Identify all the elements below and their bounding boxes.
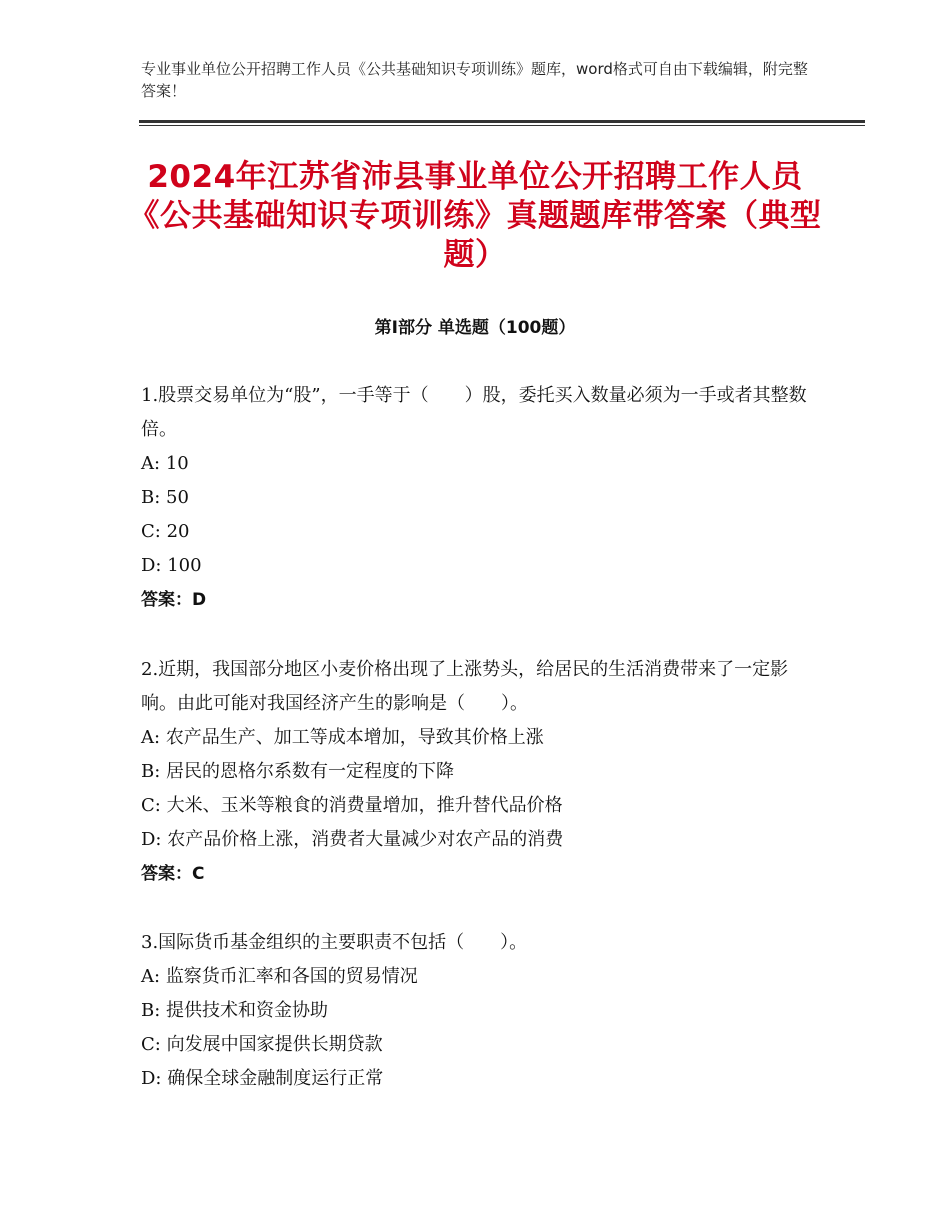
option-text: 确保全球金融制度运行正常 [167, 1068, 384, 1089]
question-2 [141, 653, 821, 891]
option-d [141, 823, 821, 857]
option-a [141, 721, 821, 755]
question-3 [141, 926, 821, 1096]
question-stem: 1.股票交易单位为“股”，一手等于（ ）股，委托买入数量必须为一手或者其整数倍。 [141, 385, 807, 440]
option-text: 20 [166, 521, 190, 542]
option-c [141, 1028, 821, 1062]
question-stem: 3.国际货币基金组织的主要职责不包括（ ）。 [141, 932, 528, 953]
option-text: 提供技术和资金协助 [166, 1000, 329, 1021]
option-text: 10 [165, 453, 189, 474]
option-letter: B: [141, 761, 161, 782]
option-text: 向发展中国家提供长期贷款 [166, 1034, 383, 1055]
option-letter: C: [141, 1034, 161, 1055]
option-letter: B: [141, 487, 161, 508]
header-note: 专业事业单位公开招聘工作人员《公共基础知识专项训练》题库，word格式可自由下载编辑，附完整答案！ [141, 60, 808, 100]
document-title: 2024年江苏省沛县事业单位公开招聘工作人员《公共基础知识专项训练》真题题库带答案（典型题） [128, 159, 822, 273]
option-text: 50 [166, 487, 189, 508]
option-text: 农产品生产、加工等成本增加，导致其价格上涨 [165, 727, 544, 748]
question-1 [141, 379, 821, 617]
option-letter: A: [141, 966, 161, 987]
answer: 答案：D [141, 590, 207, 610]
option-a [141, 960, 821, 994]
option-b [141, 994, 821, 1028]
option-d [141, 549, 821, 583]
option-letter: D: [141, 829, 162, 850]
section-heading: 第Ⅰ部分 单选题（100题） [374, 318, 576, 338]
header-divider-thin [139, 125, 865, 126]
option-letter: A: [141, 727, 161, 748]
option-letter: B: [141, 1000, 161, 1021]
option-text: 大米、玉米等粮食的消费量增加，推升替代品价格 [166, 795, 563, 816]
option-letter: C: [141, 795, 161, 816]
option-a [141, 447, 821, 481]
option-letter: A: [141, 453, 161, 474]
option-c [141, 789, 821, 823]
option-letter: D: [141, 1068, 162, 1089]
option-d [141, 1062, 821, 1096]
option-text: 100 [167, 555, 202, 576]
question-stem: 2.近期，我国部分地区小麦价格出现了上涨势头，给居民的生活消费带来了一定影响。由此可能对我国经济产生的影响是（ ）。 [141, 659, 789, 714]
option-c [141, 515, 821, 549]
option-b [141, 755, 821, 789]
option-text: 农产品价格上涨，消费者大量减少对农产品的消费 [167, 829, 564, 850]
option-text: 监察货币汇率和各国的贸易情况 [165, 966, 418, 987]
answer: 答案：C [141, 864, 205, 884]
option-letter: D: [141, 555, 162, 576]
option-text: 居民的恩格尔系数有一定程度的下降 [166, 761, 455, 782]
option-b [141, 481, 821, 515]
option-letter: C: [141, 521, 161, 542]
header-divider-thick [139, 120, 865, 123]
